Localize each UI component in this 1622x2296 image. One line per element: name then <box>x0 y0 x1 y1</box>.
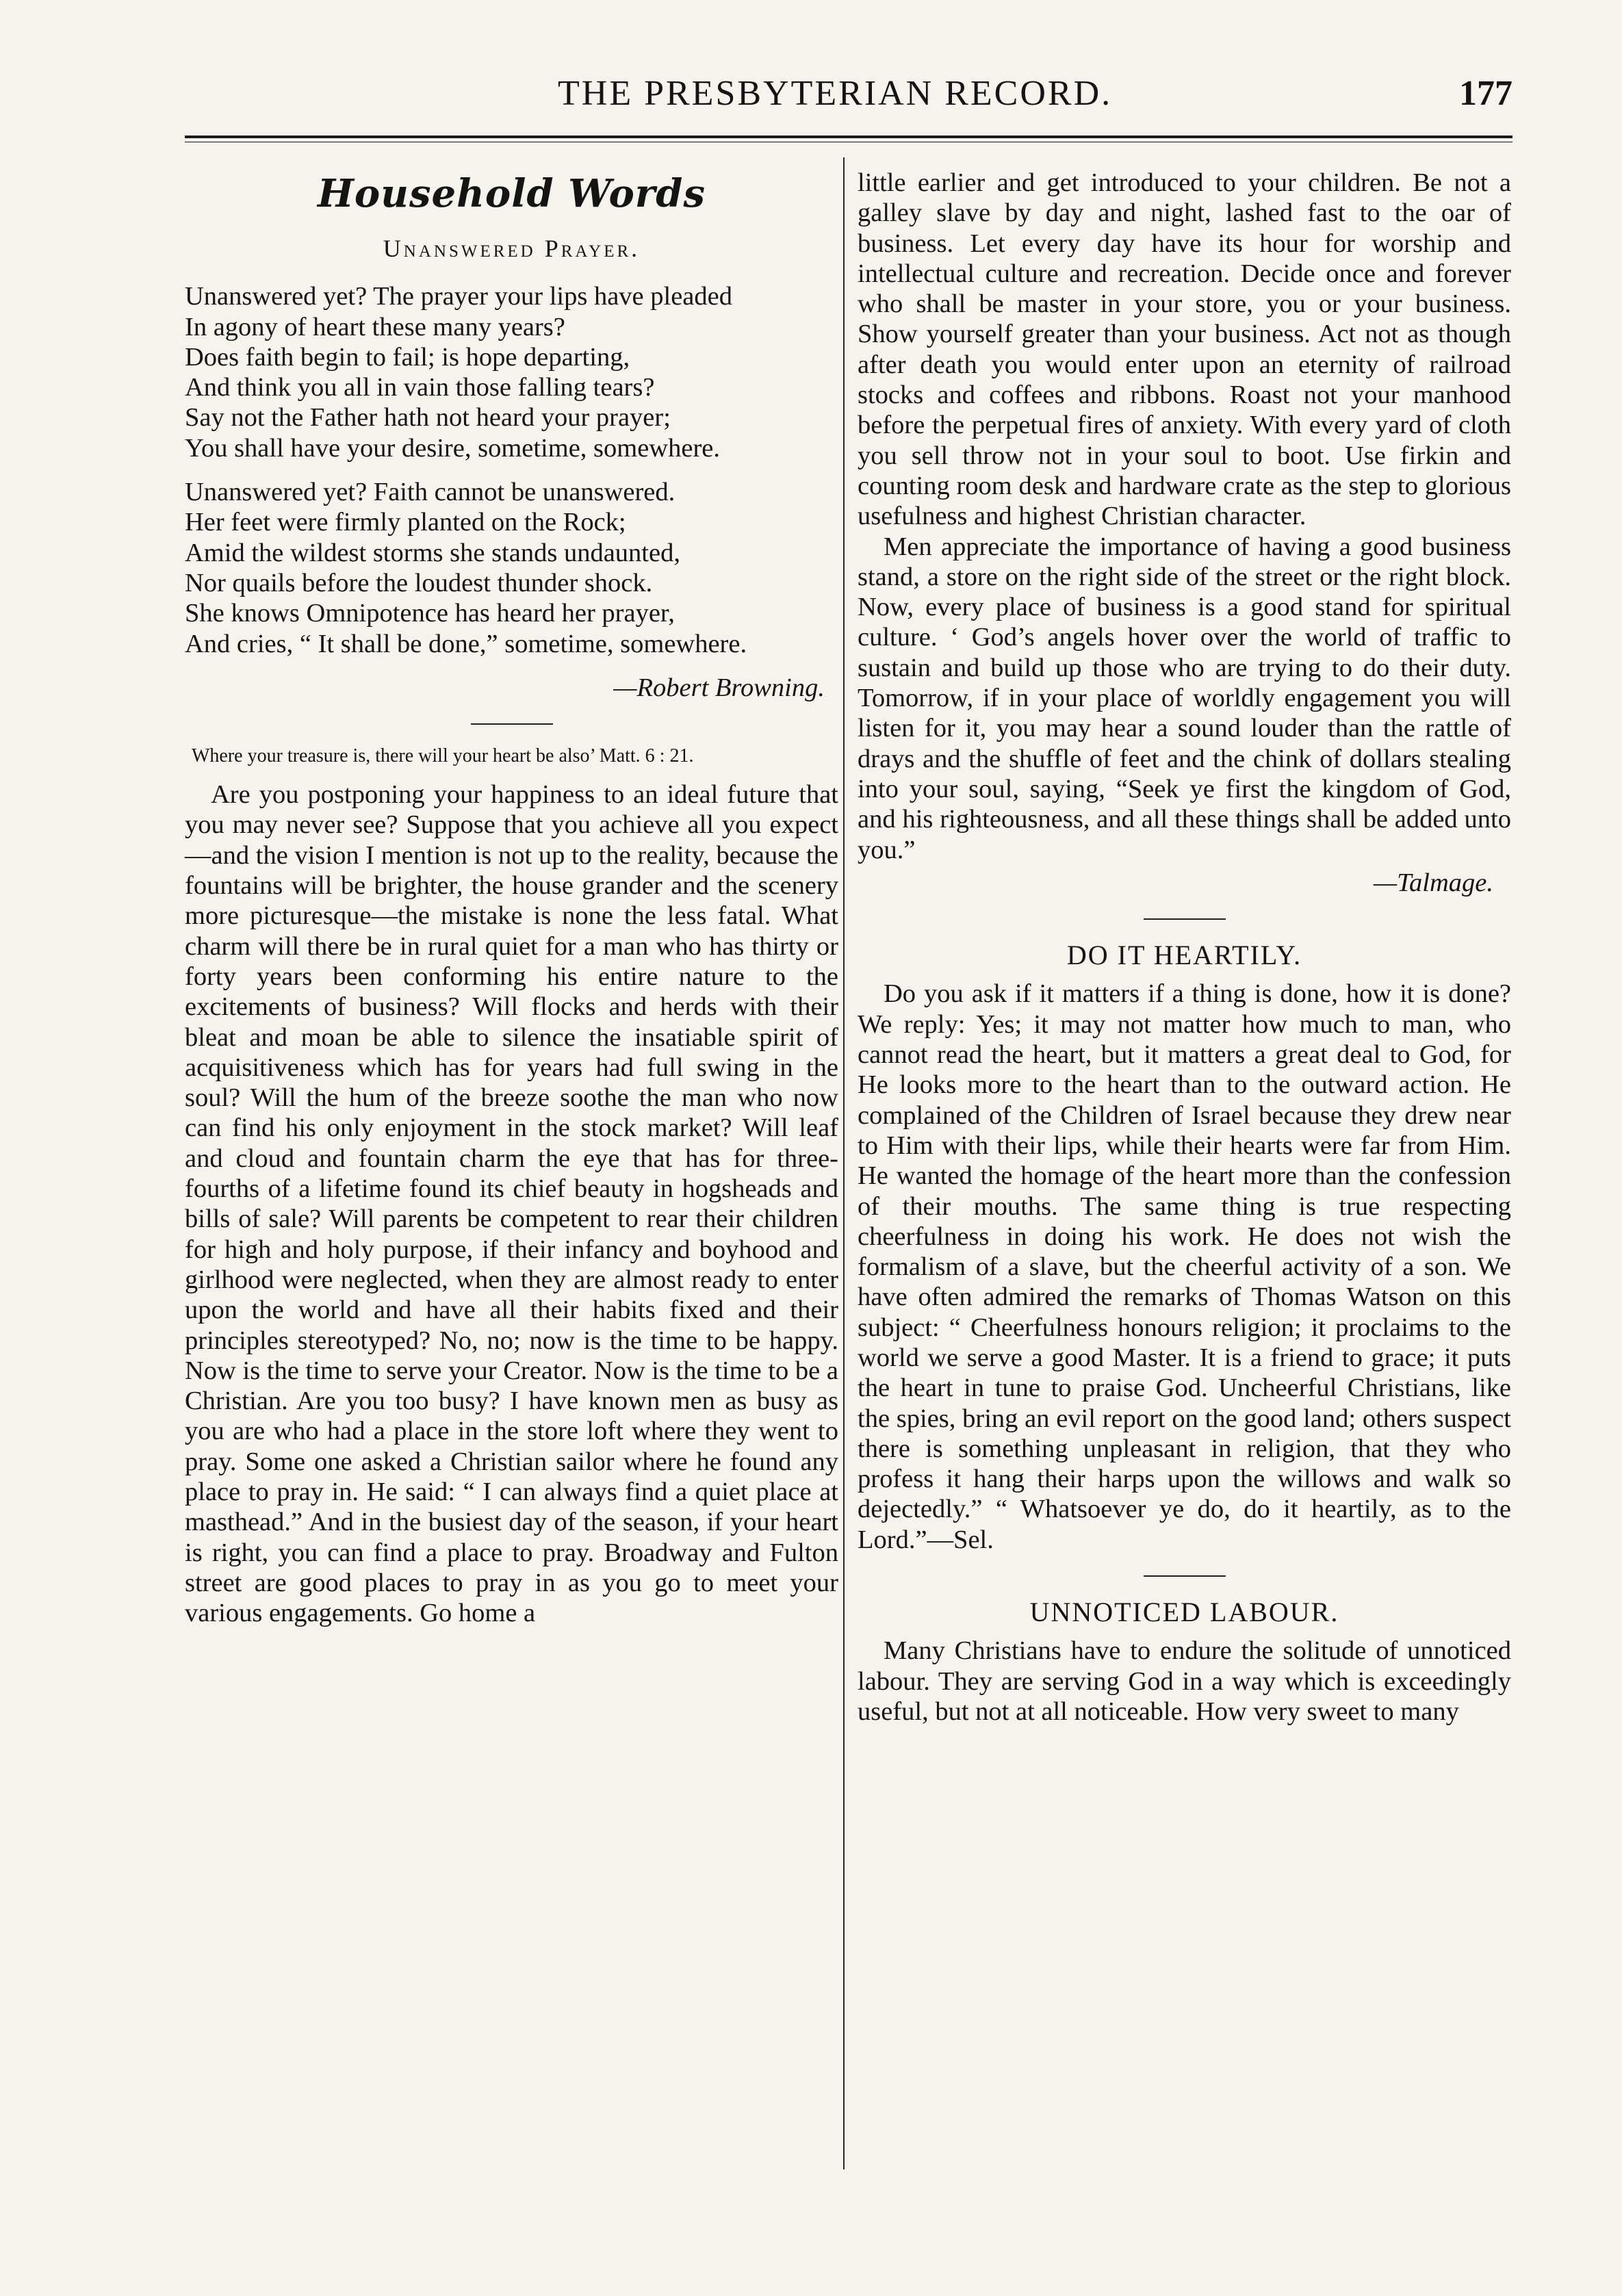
article-body: Are you postponing your happiness to an ideal future that you may never see? Suppose that you achieve all you expect—and the vision I mention is not up to the reality, because the fountains will be brighter, the house grander and the scenery more picturesque—the mistake is none the less fatal. What charm will there be in rural quiet for a man who has thirty or forty years been conforming his entire nature to the excitements of business? Will flocks and herds with their bleat and moan be able to silence the insatiable spirit of acquisitiveness which has for years had full swing in the soul? Will the hum of the breeze soothe the man who now can find his only enjoyment in the stock market? Will leaf and cloud and fountain charm the eye that has for three-fourths of a lifetime found its chief beauty in hogsheads and bills of sale? Will parents be competent to rear their children for high and holy purpose, if their infancy and boyhood and girlhood were neglected, when they are almost ready to enter upon the world and have all their habits fixed and their principles stereotyped? No, no; now is the time to be happy. Now is the time to serve your Creator. Now is the time to be a Christian. Are you too busy? I have known men as busy as you are who had a place in the store loft where they went to pray. Some one asked a Christian sailor where he found any place to pray in. He said: “ I can always find a quiet place at masthead.” And in the busiest day of the season, if your heart is right, you can find a place to pray. Broadway and Fulton street are good places to pray in as you go to meet your various engagements. Go home a <box>185 780 838 1628</box>
article-body: Many Christians have to endure the solitude of unnoticed labour. They are serving God in a way which is exceedingly useful, but not at all noticeable. How very sweet to many <box>858 1636 1511 1726</box>
poem-stanza-2 <box>185 477 838 659</box>
poem-line: In agony of heart these many years? <box>185 312 565 341</box>
poem-line: Say not the Father hath not heard your prayer; <box>185 403 671 433</box>
poem-line: She knows Omnipotence has heard her prayer, <box>185 599 675 628</box>
page-number: 177 <box>1459 74 1512 113</box>
poem-attribution: —Robert Browning. <box>613 673 825 702</box>
section-heading: Household Words <box>318 171 706 216</box>
article-title-unnoticed-labour: UNNOTICED LABOUR. <box>1029 1597 1339 1628</box>
poem-line: Unanswered yet? Faith cannot be unanswered. <box>185 478 675 507</box>
poem-line: Amid the wildest storms she stands undaunted, <box>185 538 680 567</box>
right-column <box>858 168 1511 1727</box>
poem-line: You shall have your desire, sometime, somewhere. <box>185 433 720 463</box>
article-signature: —Talmage. <box>1373 868 1493 897</box>
poem-line: Unanswered yet? The prayer your lips have pleaded <box>185 282 732 311</box>
poem-title: Unanswered Prayer. <box>383 235 641 262</box>
section-divider <box>1144 1575 1226 1577</box>
poem-line: And cries, “ It shall be done,” sometime, somewhere. <box>185 629 747 658</box>
article-continuation: little earlier and get introduced to your children. Be not a galley slave by day and night, lashed fast to the oar of business. Let every day have its hour for worship and intellectual culture and recreation. Decide once and forever who shall be master in your store, you or your business. Show yourself greater than your business. Act not as though after death you would enter upon an eternity of railroad stocks and coffees and ribbons. Roast not your manhood before the perpetual fires of anxiety. With every yard of cloth you sell throw not in your soul to boot. Use firkin and counting room desk and hardware crate as the step to glorious usefulness and highest Christian character. <box>858 168 1511 531</box>
column-divider <box>843 157 845 2169</box>
poem-line: And think you all in vain those falling tears? <box>185 373 655 402</box>
poem-line: Her feet were firmly planted on the Rock; <box>185 508 626 537</box>
header-rule <box>185 136 1512 138</box>
article-paragraph: Men appreciate the importance of having a good business stand, a store on the right side of the street or the right block. Now, every place of business is a good stand for spiritual culture. ‘ God’s angels hover over the world of traffic to sustain and build up those who are trying to do their duty. Tomorrow, if in your place of worldly engagement you will listen for it, you may hear a sound louder than the rattle of drays and the shuffle of feet and the chink of dollars stealing into your soul, saying, “Seek ye first the kingdom of God, and his righteousness, and all these things shall be added unto you.” <box>858 532 1511 864</box>
running-head <box>185 65 1512 120</box>
epigraph: Where your treasure is, there will your heart be also’ Matt. 6 : 21. <box>192 745 694 767</box>
left-column <box>185 168 838 1628</box>
section-divider <box>1144 918 1226 920</box>
poem-stanza-1 <box>185 281 838 463</box>
poem-line: Nor quails before the loudest thunder shock. <box>185 568 653 597</box>
poem-line: Does faith begin to fail; is hope departing, <box>185 342 630 372</box>
article-body: Do you ask if it matters if a thing is done, how it is done? We reply: Yes; it may not matter how much to man, who cannot read the heart, but it matters a great deal to God, for He looks more to the heart than to the outward action. He complained of the Children of Israel because they drew near to Him with their lips, while their hearts were far from Him. He wanted the homage of the heart more than the confession of their mouths. The same thing is true respecting cheerfulness in doing his work. He does not wish the formalism of a slave, but the cheerful activity of a son. We have often admired the remarks of Thomas Watson on this subject: “ Cheerfulness honours religion; it proclaims to the world we serve a good Master. It is a friend to grace; it puts the heart in tune to praise God. Uncheerful Christians, like the spies, bring an evil report on the good land; others suspect there is something unpleasant in religion, that they who profess it hang their harps upon the willows and walk so dejectedly.” “ Whatsoever ye do, do it heartily, as to the Lord.”—Sel. <box>858 979 1511 1554</box>
section-divider <box>471 723 553 725</box>
publication-title: THE PRESBYTERIAN RECORD. <box>558 74 1113 113</box>
article-title-do-it-heartily: DO IT HEARTILY. <box>1066 940 1302 971</box>
